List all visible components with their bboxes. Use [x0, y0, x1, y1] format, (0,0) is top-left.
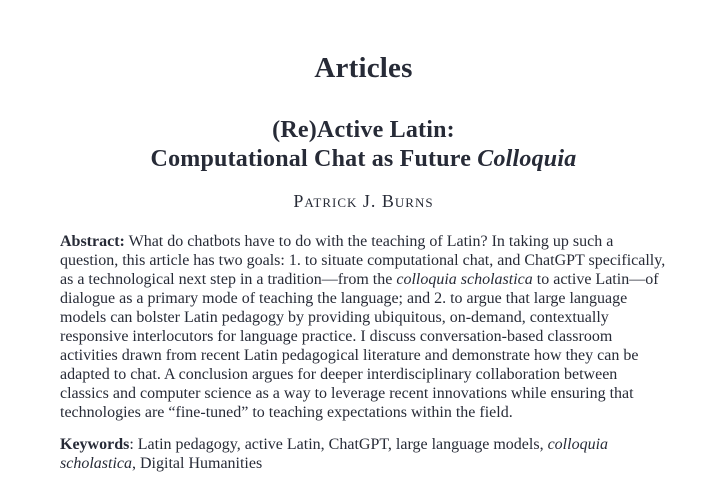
section-heading: Articles: [314, 52, 413, 84]
abstract-label: Abstract:: [60, 233, 125, 250]
keywords-label: Keywords: [60, 436, 130, 453]
abstract-italic-1: colloquia scholastica: [396, 271, 533, 288]
keywords-paragraph: [60, 435, 667, 473]
abstract-text-2: to active Latin—of dialogue as a primary mode of teaching the language; and 2. to argue that large language models can bolster Latin pedagogy by providing ubiquitous, on-demand, contextually responsive interlocutors for language practice. I discuss conversation-based classroom activities drawn from recent Latin pedagogical literature and demonstrate how they can be adapted to chat. A conclusion argues for deeper interdisciplinary collaboration between classics and computer science as a way to leverage recent innovations while ensuring that technologies are “fine-tuned” to teaching expectations within the field.: [60, 271, 659, 421]
article-title-line-2-italic: Colloquia: [477, 146, 577, 172]
abstract-paragraph: [60, 232, 667, 422]
author-name: Patrick J. Burns: [293, 191, 434, 211]
article-title: [60, 116, 667, 174]
article-title-line-2: [60, 145, 667, 174]
abstract-text-1: What do chatbots have to do with the teaching of Latin? In taking up such a question, this article has two goals: 1. to situate computational chat, and ChatGPT specifically, as a technological next step in a tradition—from the: [60, 233, 666, 288]
article-title-line-2-text: Computational Chat as Future: [150, 146, 478, 172]
article-title-line-1: (Re)Active Latin:: [272, 117, 455, 143]
keywords-text-1: : Latin pedagogy, active Latin, ChatGPT, large language models,: [129, 436, 548, 453]
keywords-italic-1: colloquia scholastica: [60, 436, 609, 472]
keywords-text-2: , Digital Humanities: [132, 455, 263, 472]
